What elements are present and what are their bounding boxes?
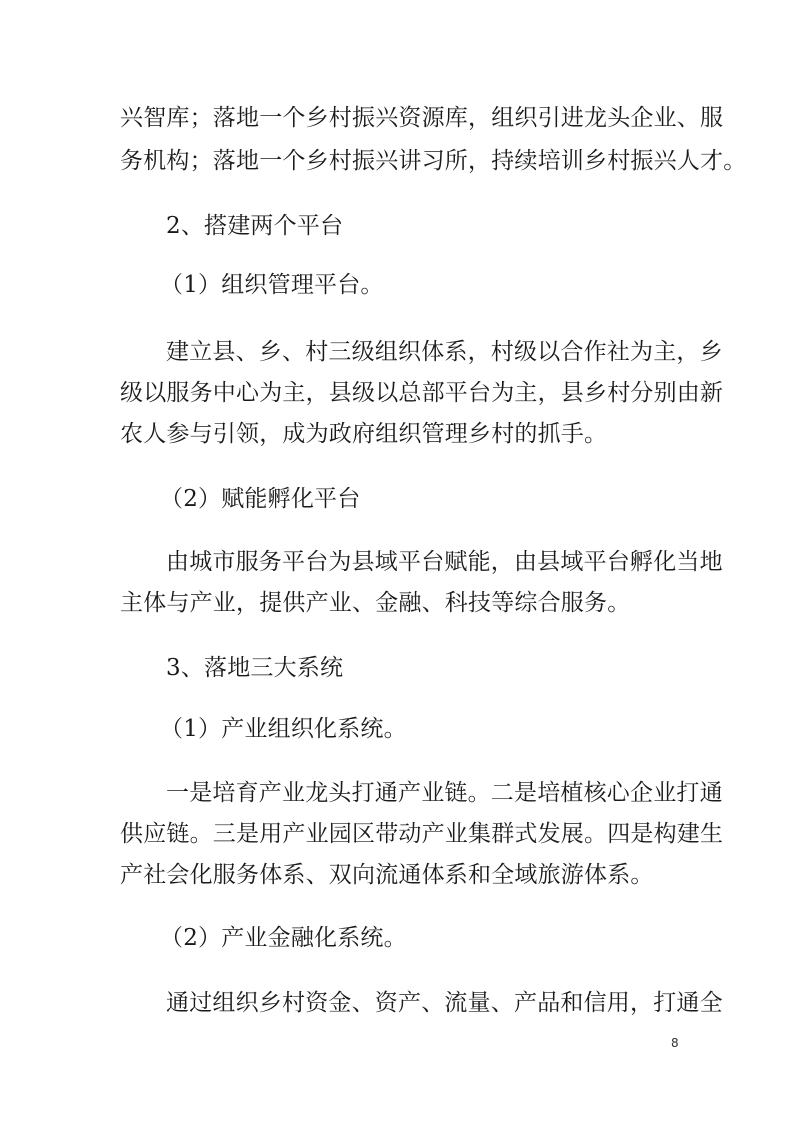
section-heading: 3、落地三大系统 [166, 655, 344, 681]
paragraph-line: 供应链。三是用产业园区带动产业集群式发展。四是构建生 [120, 821, 724, 847]
page-number: 8 [671, 1036, 679, 1050]
subsection-heading: （2）产业金融化系统。 [160, 925, 407, 951]
paragraph-line: 一是培育产业龙头打通产业链。二是培植核心企业打通 [166, 780, 723, 806]
paragraph-line: 由城市服务平台为县域平台赋能，由县域平台孵化当地 [166, 549, 723, 575]
subsection-heading: （1）产业组织化系统。 [160, 716, 407, 742]
paragraph-line: 建立县、乡、村三级组织体系，村级以合作社为主，乡 [166, 339, 723, 365]
paragraph-line: 兴智库；落地一个乡村振兴资源库，组织引进龙头企业、服 [120, 105, 724, 131]
subsection-heading: （1）组织管理平台。 [160, 272, 384, 298]
paragraph-line: 农人参与引领，成为政府组织管理乡村的抓手。 [120, 421, 608, 447]
paragraph-line: 产社会化服务体系、双向流通体系和全域旅游体系。 [120, 862, 654, 888]
paragraph-line: 通过组织乡村资金、资产、流量、产品和信用，打通全 [166, 990, 723, 1016]
section-heading: 2、搭建两个平台 [166, 213, 344, 239]
paragraph-line: 级以服务中心为主，县级以总部平台为主，县乡村分别由新 [120, 380, 724, 406]
subsection-heading: （2）赋能孵化平台 [160, 486, 361, 512]
paragraph-line: 主体与产业，提供产业、金融、科技等综合服务。 [120, 590, 631, 616]
paragraph-line: 务机构；落地一个乡村振兴讲习所，持续培训乡村振兴人才。 [120, 148, 747, 174]
